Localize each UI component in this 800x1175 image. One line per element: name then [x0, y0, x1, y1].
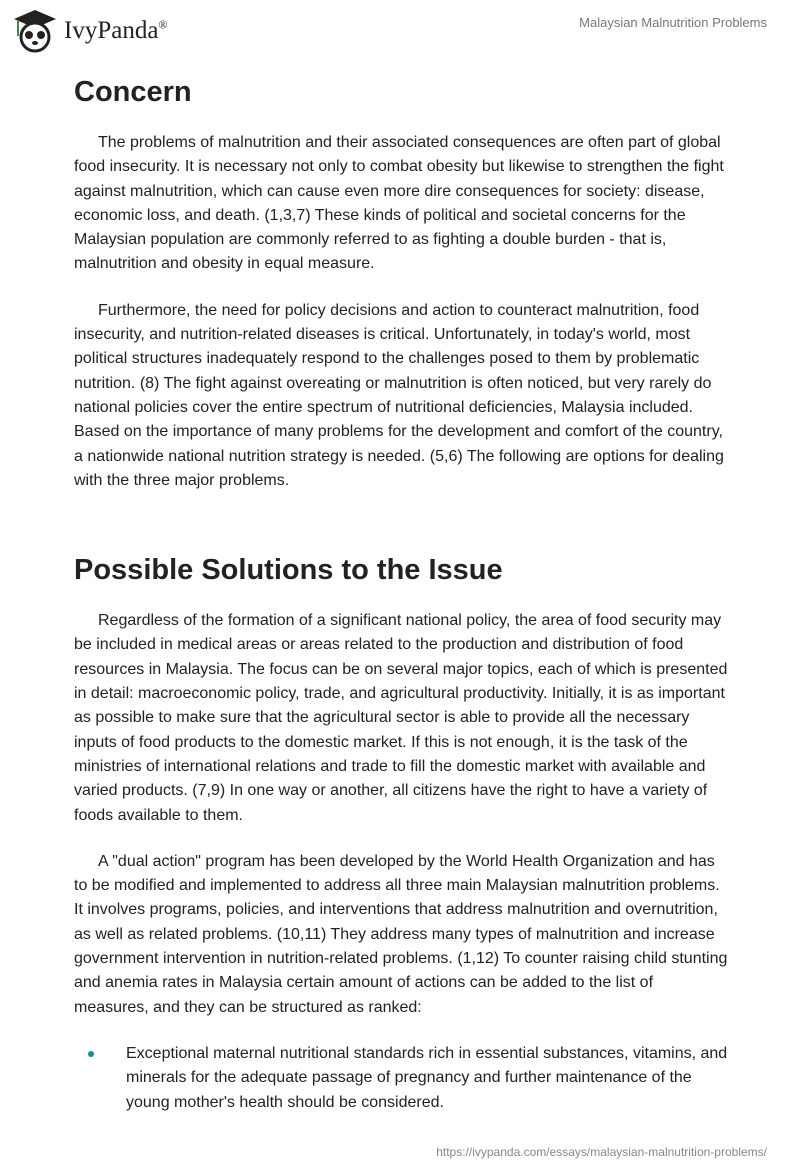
ivypanda-logo[interactable]	[12, 8, 168, 54]
paragraph: Furthermore, the need for policy decisions and action to counteract malnutrition, food insecurity, and nutrition-related diseases is critical. Unfortunately, in today's world, most political structures inadequately respond to the challenges posed to them by problematic nutrition. (8) The fight against overeating or malnutrition is often noticed, but very rarely do national policies cover the entire spectrum of nutritional deficiencies, Malaysia included. Based on the importance of many problems for the development and comfort of the country, a nationwide national nutrition strategy is needed. (5,6) The following are options for dealing with the three major problems.	[74, 301, 724, 489]
page-url[interactable]: https://ivypanda.com/essays/malaysian-malnutrition-problems/	[436, 1145, 767, 1159]
paragraph: Regardless of the formation of a significant national policy, the area of food security may be included in medical areas or areas related to the production and distribution of food resources in Malaysia. The focus can be on several major topics, each of which is presented in detail: macroeconomic policy, trade, and agricultural productivity. Initially, it is as important as possible to make sure that the agricultural sector is able to provide all the necessary inputs of food products to the domestic market. If this is not enough, it is the task of the ministries of international relations and trade to fill the domestic market with available and varied products. (7,9) In one way or another, all citizens have the right to have a variety of foods available to them.	[74, 612, 728, 824]
page-header	[0, 0, 800, 60]
logo-text: IvyPanda®	[64, 17, 168, 44]
section-heading-concern: Concern	[74, 76, 192, 108]
measures-list	[74, 1042, 729, 1115]
list-item-text: Exceptional maternal nutritional standards rich in essential substances, vitamins, and minerals for the adequate passage of pregnancy and further maintenance of the young mother's health should be considered.	[126, 1044, 728, 1111]
panda-graduate-icon	[12, 8, 58, 54]
paragraph: A "dual action" program has been developed by the World Health Organization and has to be modified and implemented to address all three main Malaysian malnutrition problems. It involves programs, policies, and interventions that address malnutrition and overnutrition, as well as related problems. (10,11) They address many types of malnutrition and increase government intervention in nutrition-related problems. (1,12) To counter raising child stunting and anemia rates in Malaysia certain amount of actions can be added to the list of measures, and they can be structured as ranked:	[74, 852, 728, 1016]
paragraph: The problems of malnutrition and their associated consequences are often part of global food insecurity. It is necessary not only to combat obesity but likewise to strengthen the fight against malnutrition, which can cause even more dire consequences for society: disease, economic loss, and death. (1,3,7) These kinds of political and societal concerns for the Malaysian population are commonly referred to as fighting a double burden - that is, malnutrition and obesity in equal measure.	[74, 134, 724, 273]
article-body	[0, 60, 800, 1175]
list-item	[74, 1042, 729, 1115]
section-heading-solutions: Possible Solutions to the Issue	[74, 554, 503, 587]
document-title: Malaysian Malnutrition Problems	[579, 15, 767, 30]
bullet-icon	[88, 1051, 94, 1057]
